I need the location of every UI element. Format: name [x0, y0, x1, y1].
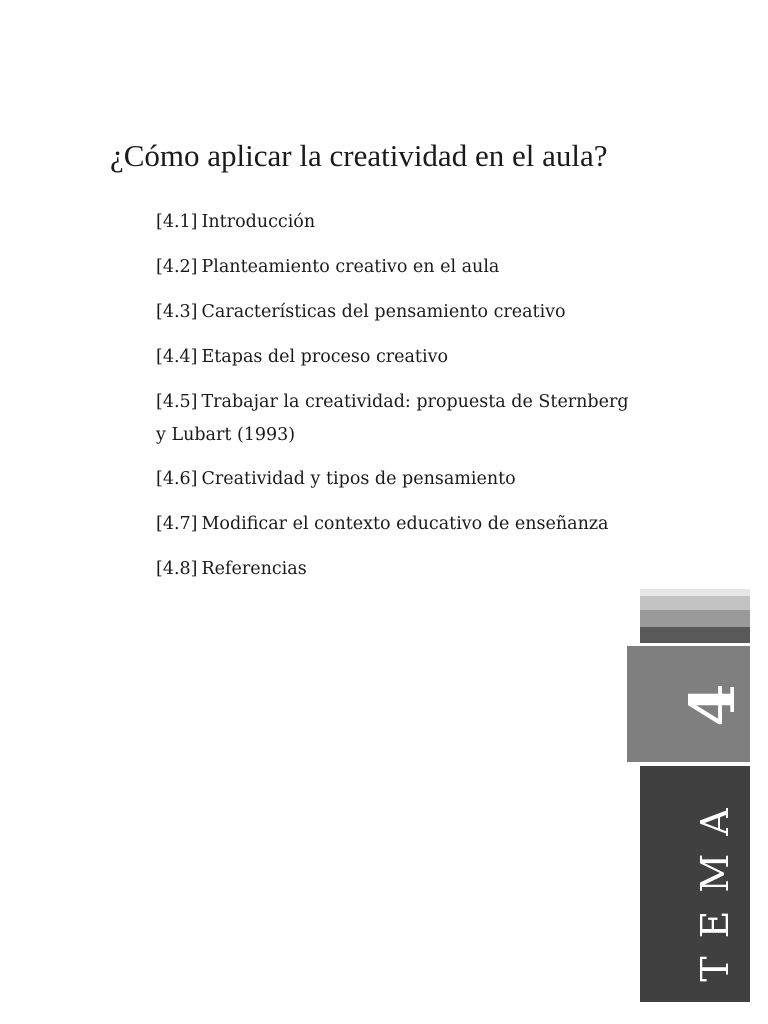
toc-item-4-4 [156, 341, 636, 374]
toc-text: Introducción [201, 212, 316, 232]
toc-number: [4.6] [156, 469, 198, 489]
toc-number: [4.1] [156, 212, 198, 232]
toc-text: Modificar el contexto educativo de enseñanza [201, 514, 609, 534]
toc-number: [4.8] [156, 559, 198, 579]
toc-item-4-2 [156, 251, 636, 284]
toc-item-4-3 [156, 296, 636, 329]
toc-number: [4.5] [156, 392, 198, 412]
toc-item-4-1 [156, 206, 636, 239]
toc-text: Planteamiento creativo en el aula [201, 257, 500, 277]
toc-text: Trabajar la creatividad: propuesta de Sternberg y Lubart (1993) [156, 392, 629, 445]
toc-number: [4.4] [156, 347, 198, 367]
toc-text: Características del pensamiento creativo [201, 302, 566, 322]
tab-stripe-dark [640, 627, 750, 643]
tab-stripe-light [640, 589, 750, 596]
toc-item-4-6 [156, 463, 636, 496]
toc-item-4-7 [156, 508, 636, 541]
tab-stripe-gray [640, 610, 750, 627]
page-title: ¿Cómo aplicar la creatividad en el aula? [110, 138, 608, 173]
toc-item-4-5 [156, 386, 636, 452]
toc-text: Referencias [201, 559, 307, 579]
toc-number: [4.3] [156, 302, 198, 322]
toc-number: [4.2] [156, 257, 198, 277]
table-of-contents [156, 206, 636, 598]
chapter-word: TEMA [693, 790, 737, 982]
toc-item-4-8 [156, 553, 636, 586]
chapter-number: 4 [675, 683, 749, 727]
chapter-word-block [640, 766, 750, 1002]
toc-text: Creatividad y tipos de pensamiento [201, 469, 516, 489]
toc-text: Etapas del proceso creativo [201, 347, 448, 367]
tab-stripe-mid [640, 596, 750, 610]
toc-number: [4.7] [156, 514, 198, 534]
chapter-number-block [627, 646, 750, 762]
